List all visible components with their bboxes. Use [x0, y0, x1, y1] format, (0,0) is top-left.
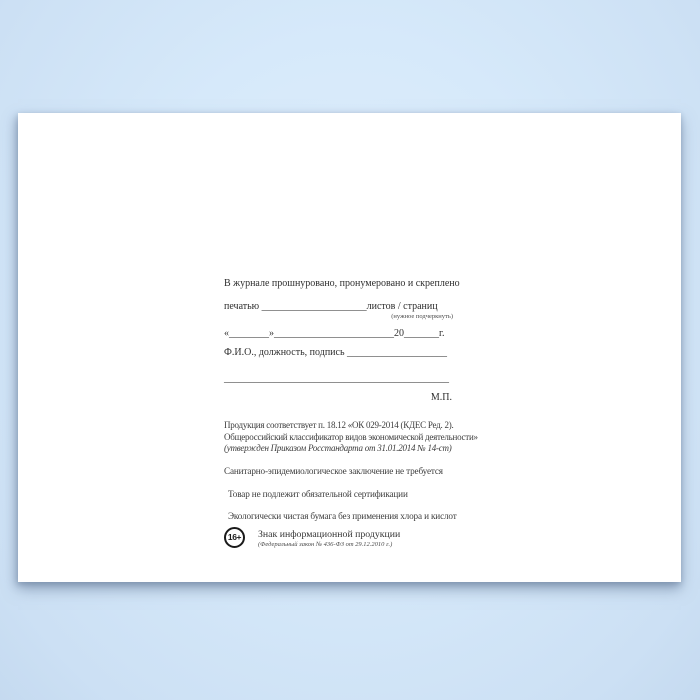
signature-line-blank: ____________________ — [347, 347, 448, 358]
blank-line: _____________________________________________ — [224, 373, 449, 384]
seal-line-blank: _____________________ — [261, 301, 367, 312]
signature-line-prefix: Ф.И.О., должность, подпись — [224, 347, 348, 358]
seal-line-prefix: печатью — [224, 301, 262, 312]
age-mark-label: Знак информационной продукции — [258, 528, 401, 540]
journal-certification-block — [224, 278, 460, 404]
ecology-statement: Экологически чистая бумага без применения хлора и кислот — [228, 510, 457, 521]
age-mark-row — [224, 527, 453, 549]
seal-line — [224, 301, 453, 313]
sanitary-statement: Санитарно-эпидемиологическое заключение не требуется — [224, 465, 443, 476]
underline-note: (нужное подчеркнуть) — [391, 313, 453, 320]
seal-place-mark: М.П. — [430, 392, 452, 403]
date-line: «________»________________________20_______г. — [224, 328, 445, 339]
age-16-icon: 16+ — [224, 527, 245, 548]
seal-line-suffix: листов / страниц — [366, 301, 438, 312]
document-text-block — [224, 278, 478, 549]
compliance-line-2: Общероссийский классификатор видов экономической деятельности» — [224, 431, 478, 442]
certification-statement: Товар не подлежит обязательной сертификации — [228, 488, 408, 499]
document-sheet — [18, 113, 681, 582]
compliance-line-1: Продукция соответствует п. 18.12 «ОК 029-2014 (КДЕС Ред. 2). — [224, 420, 454, 430]
binding-statement: В журнале прошнуровано, пронумеровано и скреплено — [224, 278, 460, 289]
compliance-paragraph — [224, 420, 478, 455]
law-note: (Федеральный закон № 436-ФЗ от 29.12.2010 г.) — [258, 540, 393, 548]
age-mark-text — [258, 527, 400, 549]
compliance-line-3: (утвержден Приказом Росстандарта от 31.01.2014 № 14-ст) — [224, 443, 452, 453]
signature-line — [224, 347, 453, 359]
